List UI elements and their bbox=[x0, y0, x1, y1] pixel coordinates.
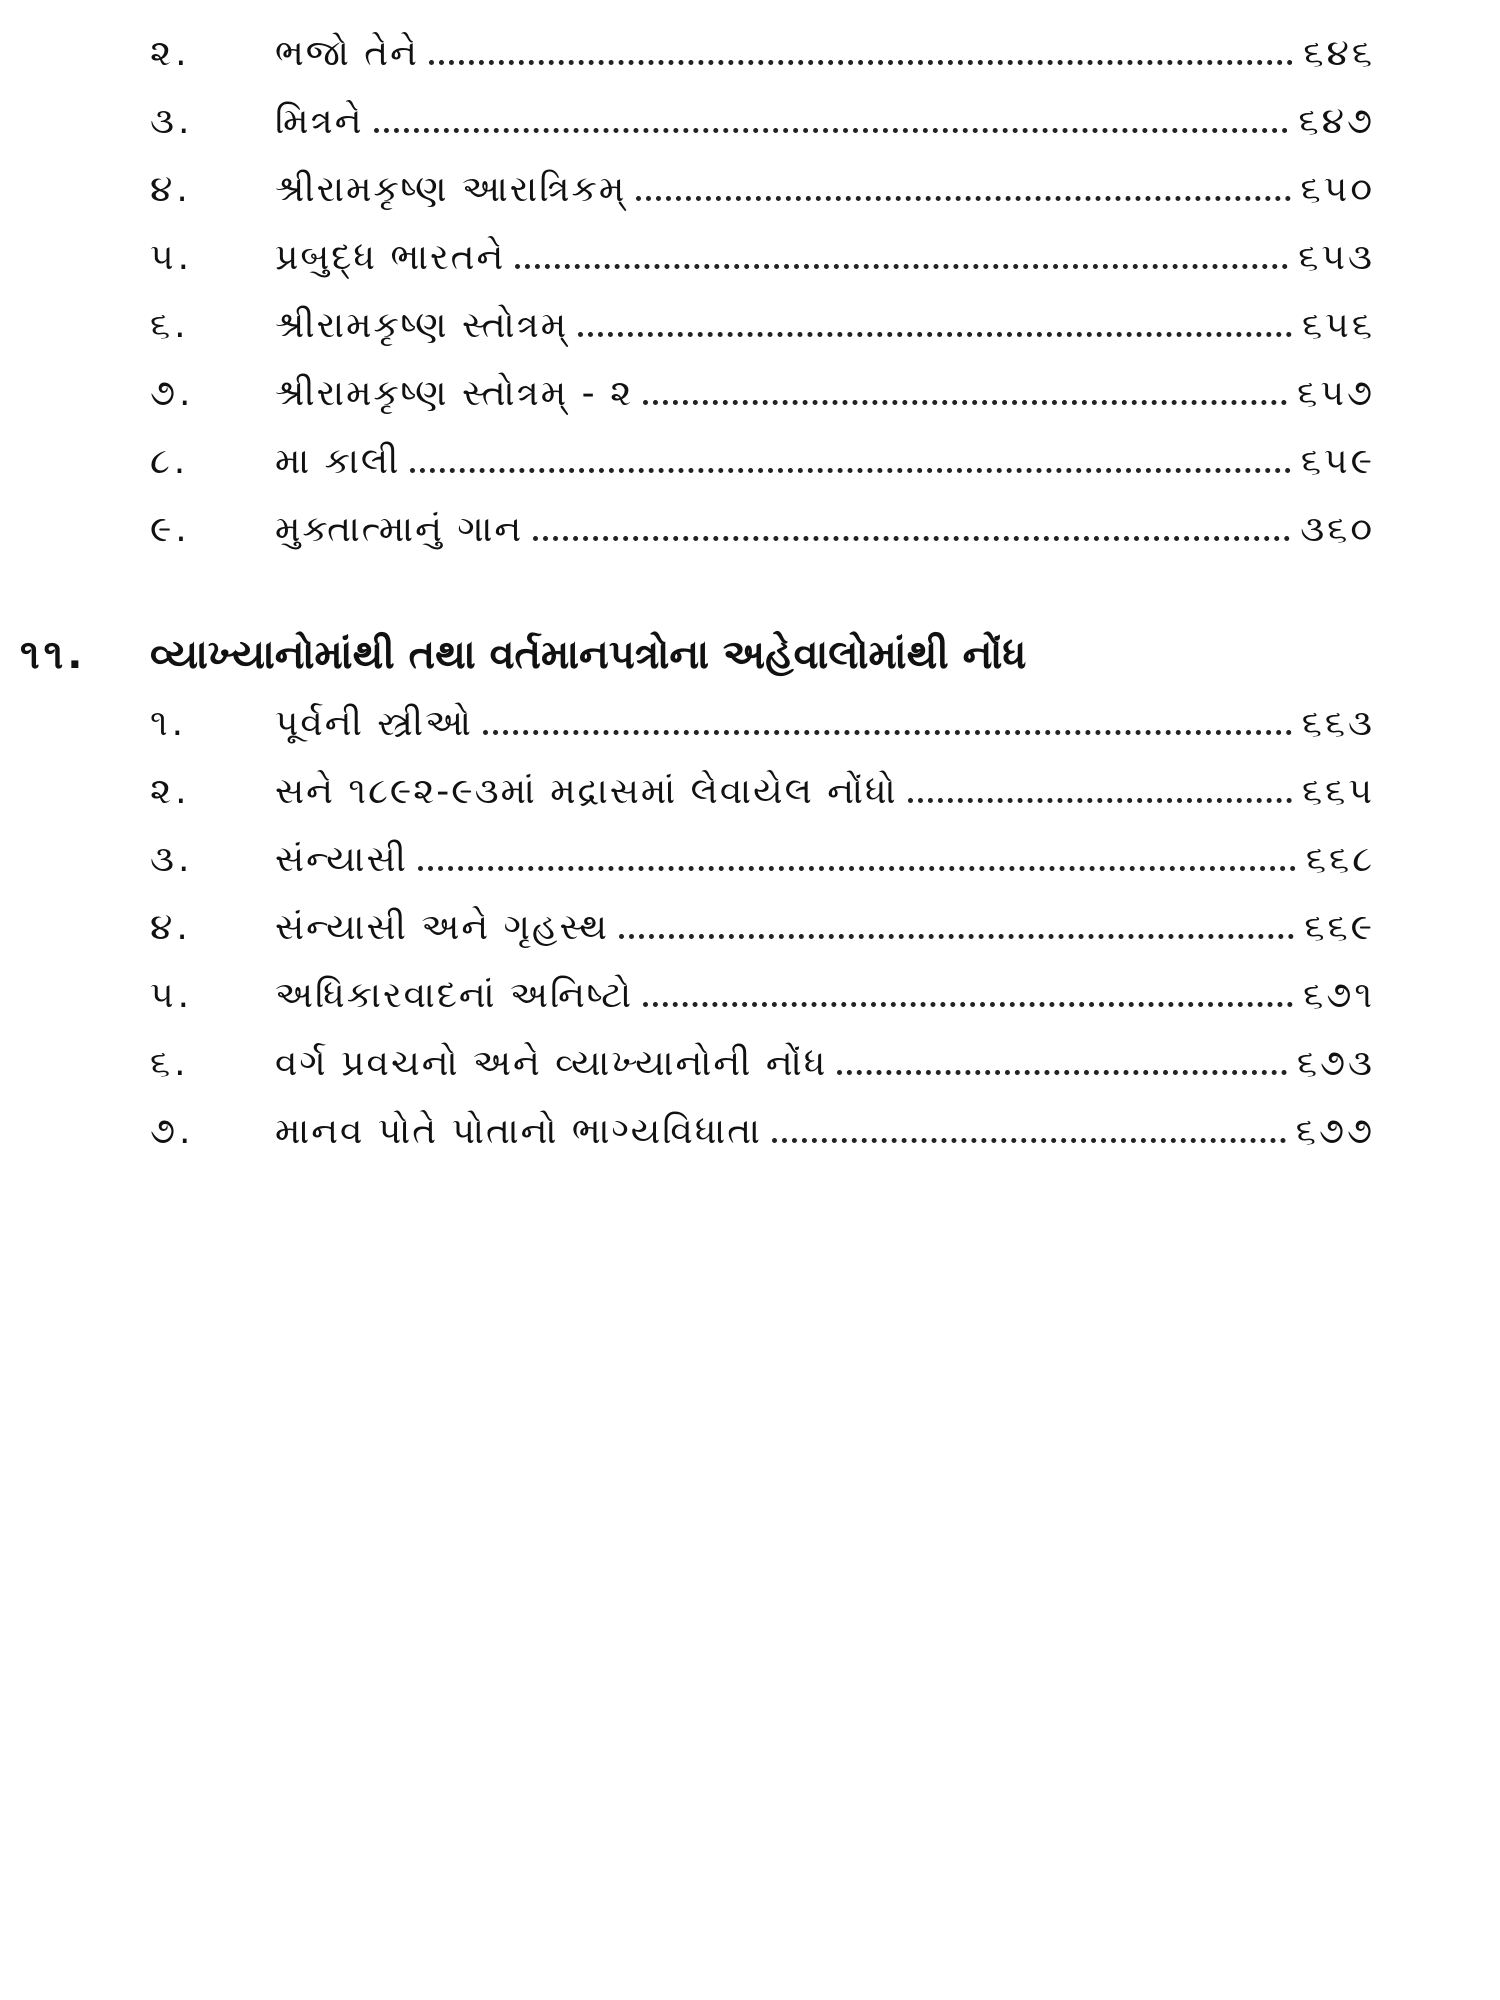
entry-body bbox=[275, 703, 1375, 745]
entry-number: ૨. bbox=[150, 771, 191, 812]
entry-page: ૬૭૩ bbox=[1296, 1043, 1375, 1084]
entry-body bbox=[275, 169, 1375, 211]
entry-body bbox=[275, 1043, 1375, 1085]
entry-number: ૬. bbox=[150, 1043, 190, 1084]
dot-leader bbox=[515, 264, 1288, 269]
entry-page: ૬૬૩ bbox=[1301, 703, 1375, 744]
toc-entry bbox=[0, 962, 1500, 1030]
toc-entry bbox=[0, 894, 1500, 962]
entry-body bbox=[275, 975, 1375, 1017]
entry-page: ૬૫૩ bbox=[1298, 237, 1375, 278]
entry-number: ૧. bbox=[150, 703, 188, 744]
entry-number: ૭. bbox=[150, 373, 195, 414]
entry-number: ૪. bbox=[150, 169, 192, 210]
entry-body bbox=[275, 441, 1375, 483]
entry-page: ૬૫૦ bbox=[1300, 169, 1375, 210]
entry-body bbox=[275, 509, 1375, 551]
entry-page: ૬૬૫ bbox=[1302, 771, 1375, 812]
entry-page: ૬૫૬ bbox=[1302, 305, 1375, 346]
dot-leader bbox=[578, 332, 1292, 337]
toc-entry bbox=[0, 758, 1500, 826]
dot-leader bbox=[533, 536, 1290, 541]
dot-leader bbox=[429, 60, 1293, 65]
entry-title: ભજો તેને bbox=[275, 33, 419, 74]
entry-number: ૫. bbox=[150, 975, 194, 1016]
entry-page: ૬૭૭ bbox=[1295, 1111, 1375, 1152]
section-11-list bbox=[0, 690, 1500, 1166]
entry-page: ૬૪૬ bbox=[1303, 33, 1375, 74]
dot-leader bbox=[483, 730, 1292, 735]
entry-page: ૬૭૧ bbox=[1303, 975, 1375, 1016]
entry-title: પ્રબુદ્ધ ભારતને bbox=[275, 237, 506, 278]
entry-title: મા કાલી bbox=[275, 441, 401, 482]
entry-number: ૯. bbox=[150, 509, 191, 550]
section-title: વ્યાખ્યાનોમાંથી તથા વર્તમાનપત્રોના અહેવાલોમાંથી નોંધ bbox=[150, 632, 1027, 678]
entry-title: સંન્યાસી અને ગૃહસ્થ bbox=[275, 907, 609, 948]
toc-entry bbox=[0, 360, 1500, 428]
entry-page: ૬૫૯ bbox=[1300, 441, 1375, 482]
entry-page: ૬૬૮ bbox=[1305, 839, 1375, 880]
entry-number: ૩. bbox=[150, 101, 194, 142]
entry-page: ૬૬૯ bbox=[1304, 907, 1375, 948]
entry-page: ૬૫૭ bbox=[1297, 373, 1375, 414]
entry-number: ૨. bbox=[150, 33, 191, 74]
entry-title: મિત્રને bbox=[275, 101, 364, 142]
entry-body bbox=[275, 305, 1375, 347]
entry-page: ૩૬૦ bbox=[1300, 509, 1375, 550]
toc-entry bbox=[0, 690, 1500, 758]
section-number: ૧૧. bbox=[20, 632, 87, 678]
toc-entry bbox=[0, 224, 1500, 292]
entry-number: ૭. bbox=[150, 1111, 195, 1152]
toc-entry bbox=[0, 20, 1500, 88]
toc-entry bbox=[0, 156, 1500, 224]
entry-body bbox=[275, 237, 1375, 279]
dot-leader bbox=[410, 468, 1290, 473]
toc-entry bbox=[0, 496, 1500, 564]
entry-body bbox=[275, 33, 1375, 75]
entry-number: ૪. bbox=[150, 907, 192, 948]
entry-title: શ્રીરામકૃષ્ણ સ્તોત્રમ્ bbox=[275, 305, 569, 346]
entry-body bbox=[275, 101, 1375, 143]
entry-body bbox=[275, 907, 1375, 949]
section-10-list bbox=[0, 20, 1500, 564]
dot-leader bbox=[643, 400, 1287, 405]
dot-leader bbox=[837, 1070, 1287, 1075]
entry-body bbox=[275, 771, 1375, 813]
entry-title: વર્ગ પ્રવચનો અને વ્યાખ્યાનોની નોંધ bbox=[275, 1043, 828, 1084]
dot-leader bbox=[643, 1002, 1293, 1007]
section-11-heading bbox=[20, 632, 1460, 678]
entry-number: ૮. bbox=[150, 441, 190, 482]
dot-leader bbox=[908, 798, 1292, 803]
entry-title: અધિકારવાદનાં અનિષ્ટો bbox=[275, 975, 634, 1016]
dot-leader bbox=[772, 1138, 1286, 1143]
entry-title: સને ૧૮૯૨-૯૩માં મદ્રાસમાં લેવાયેલ નોંધો bbox=[275, 771, 898, 812]
entry-title: શ્રીરામકૃષ્ણ આરાત્રિકમ્ bbox=[275, 169, 627, 210]
entry-title: સંન્યાસી bbox=[275, 839, 408, 880]
toc-entry bbox=[0, 292, 1500, 360]
entry-page: ૬૪૭ bbox=[1298, 101, 1375, 142]
toc-entry bbox=[0, 826, 1500, 894]
toc-entry bbox=[0, 428, 1500, 496]
entry-title: શ્રીરામકૃષ્ણ સ્તોત્રમ્ - ૨ bbox=[275, 373, 634, 414]
entry-number: ૫. bbox=[150, 237, 194, 278]
dot-leader bbox=[619, 934, 1294, 939]
entry-number: ૬. bbox=[150, 305, 190, 346]
toc-entry bbox=[0, 1098, 1500, 1166]
dot-leader bbox=[374, 128, 1289, 133]
dot-leader bbox=[636, 196, 1290, 201]
entry-title: પૂર્વની સ્ત્રીઓ bbox=[275, 703, 473, 744]
entry-title: માનવ પોતે પોતાનો ભાગ્યવિધાતા bbox=[275, 1111, 762, 1152]
entry-body bbox=[275, 839, 1375, 881]
entry-body bbox=[275, 373, 1375, 415]
entry-body bbox=[275, 1111, 1375, 1153]
toc-entry bbox=[0, 1030, 1500, 1098]
entry-title: મુક્તાત્માનું ગાન bbox=[275, 509, 524, 550]
entry-number: ૩. bbox=[150, 839, 194, 880]
toc-entry bbox=[0, 88, 1500, 156]
dot-leader bbox=[418, 866, 1296, 871]
